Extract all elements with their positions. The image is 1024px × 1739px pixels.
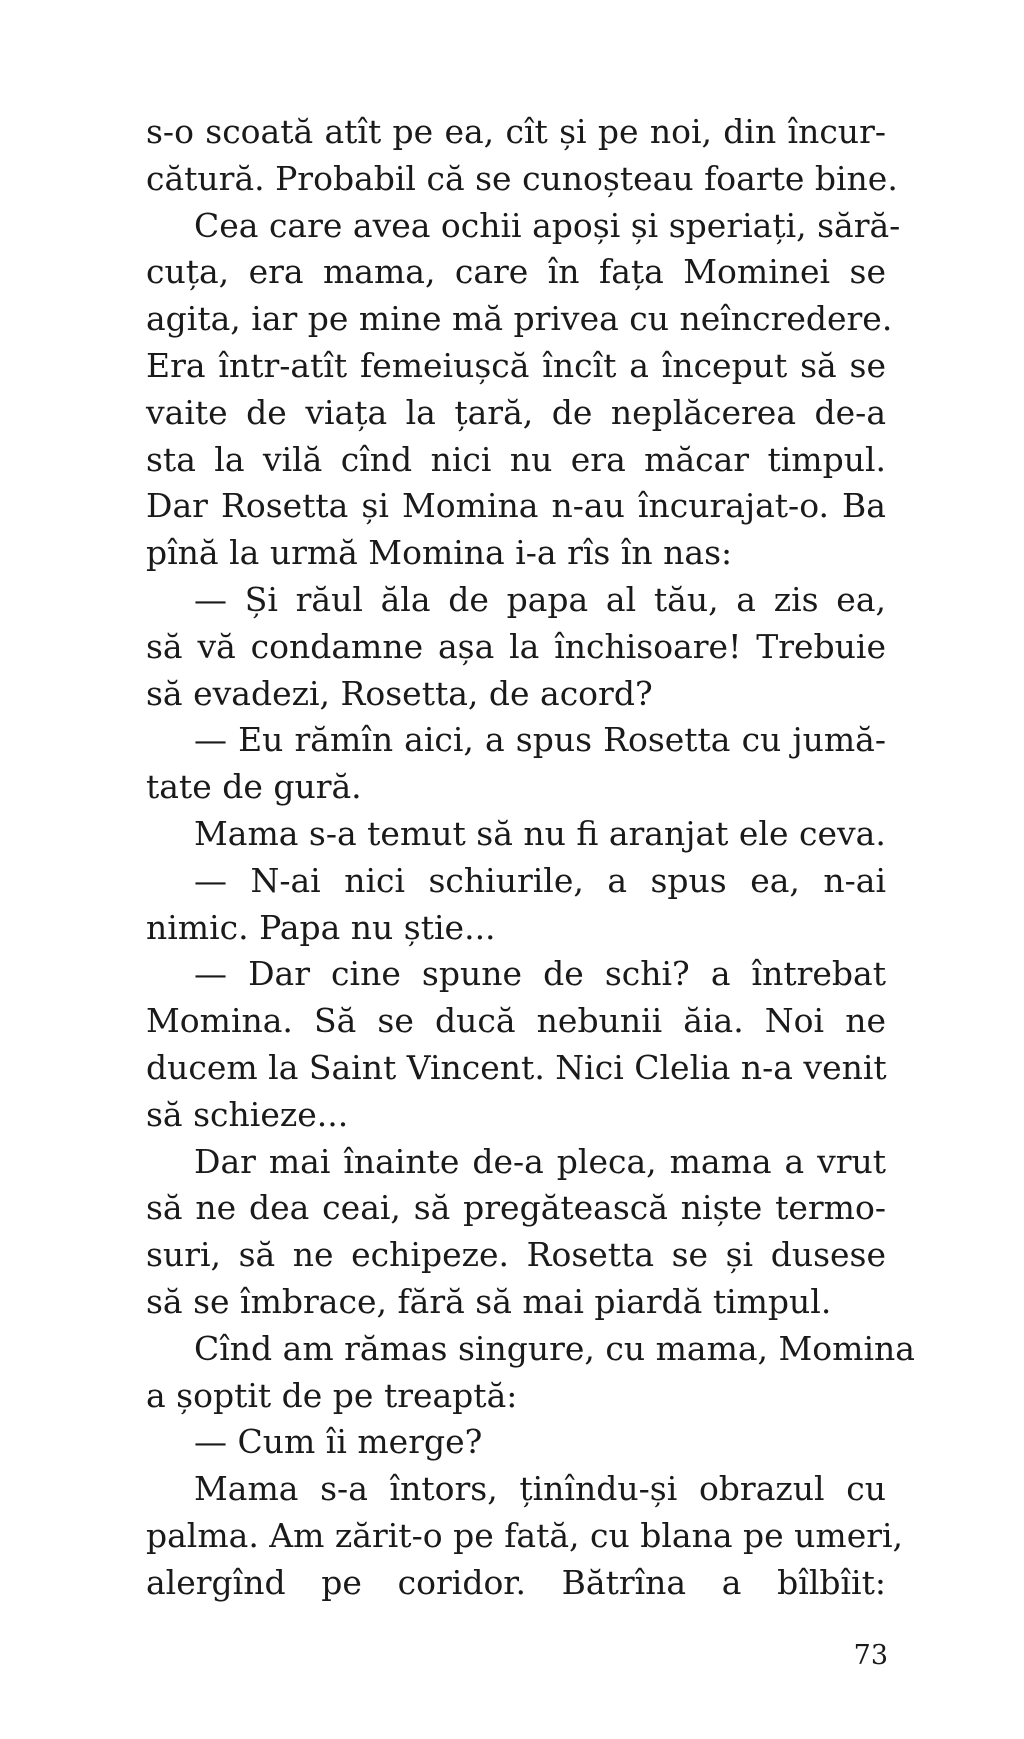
text-line: tate de gură. [146, 767, 362, 807]
text-line: cuța, era mama, care în fața Mominei se [146, 252, 886, 292]
page-number: 73 [853, 1640, 888, 1671]
text-line: Dar mai înainte de-a pleca, mama a vrut [194, 1141, 886, 1181]
text-line: ducem la Saint Vincent. Nici Clelia n-a venit [146, 1047, 887, 1087]
body-text [146, 109, 915, 1607]
text-line: Dar Rosetta și Momina n-au încurajat-o. Ba [146, 486, 886, 526]
text-line: Cea care avea ochii apoși și speriați, sără- [194, 205, 901, 245]
text-line: Mama s-a întors, ținîndu-și obrazul cu [194, 1469, 886, 1509]
text-line: să se îmbrace, fără să mai piardă timpul. [146, 1281, 832, 1321]
text-line: sta la vilă cînd nici nu era măcar timpul. [146, 439, 886, 479]
text-line: — Dar cine spune de schi? a întrebat [194, 954, 886, 994]
text-line: suri, să ne echipeze. Rosetta se și dusese [146, 1235, 886, 1275]
text-line: — N-ai nici schiurile, a spus ea, n-ai [194, 860, 886, 900]
text-line: vaite de viața la țară, de neplăcerea de-a [146, 392, 886, 432]
text-line: agita, iar pe mine mă privea cu neîncredere. [146, 299, 893, 339]
text-line: să ne dea ceai, să pregătească niște termo- [146, 1188, 886, 1228]
text-line: Era într-atît femeiușcă încît a început să se [146, 345, 886, 385]
text-line: s-o scoată atît pe ea, cît și pe noi, din încur- [146, 112, 886, 151]
text-line: să evadezi, Rosetta, de acord? [146, 673, 653, 713]
text-line: a șoptit de pe treaptă: [146, 1375, 518, 1415]
text-line: cătură. Probabil că se cunoșteau foarte bine. [146, 158, 898, 198]
text-line: alergînd pe coridor. Bătrîna a bîlbîit: [146, 1562, 886, 1602]
text-line: — Și răul ăla de papa al tău, a zis ea, [194, 579, 886, 619]
text-line: să vă condamne așa la închisoare! Trebuie [146, 626, 886, 666]
text-line: să schieze... [146, 1094, 349, 1134]
text-line: Mama s-a temut să nu fi aranjat ele ceva. [194, 813, 886, 853]
text-line: — Eu rămîn aici, a spus Rosetta cu jumă- [194, 720, 886, 760]
text-line: Momina. Să se ducă nebunii ăia. Noi ne [146, 1001, 886, 1041]
text-line: pînă la urmă Momina i-a rîs în nas: [146, 533, 733, 573]
text-line: nimic. Papa nu știe... [146, 907, 496, 947]
text-line: palma. Am zărit-o pe fată, cu blana pe umeri, [146, 1515, 904, 1555]
text-line: — Cum îi merge? [194, 1422, 483, 1462]
text-line: Cînd am rămas singure, cu mama, Momina [194, 1328, 915, 1368]
